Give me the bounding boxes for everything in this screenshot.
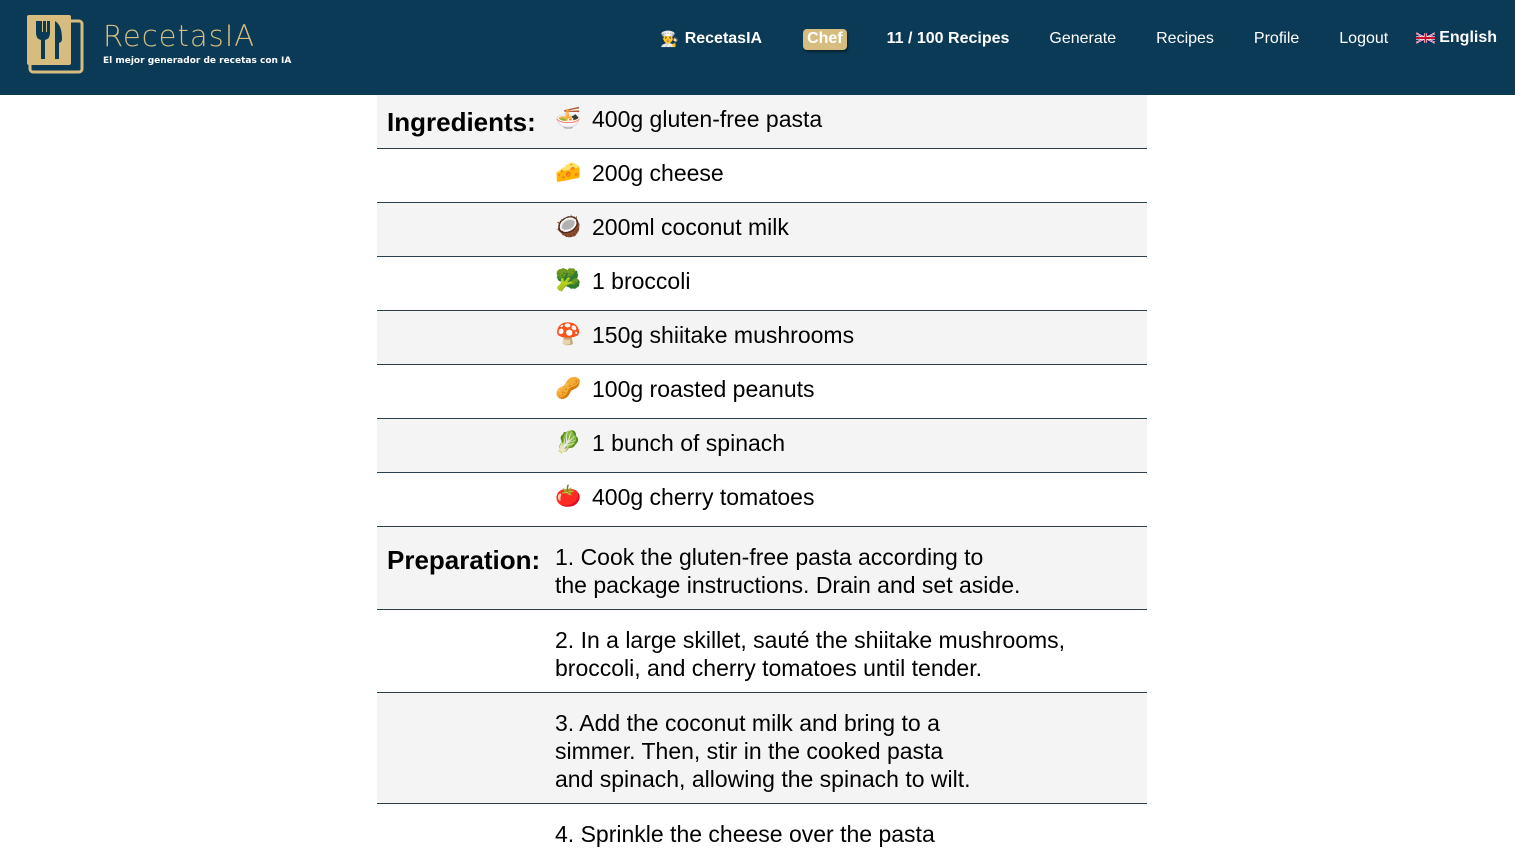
ingredient-row [377, 203, 1147, 257]
tomato-icon: 🍅 [555, 485, 582, 508]
noodle-bowl-icon: 🍜 [555, 107, 582, 130]
ingredient-row [377, 95, 1147, 149]
ingredient-row [377, 473, 1147, 527]
recipe-details [377, 95, 1147, 858]
recipe-quota: 11 / 100 Recipes [886, 30, 1010, 47]
step-text: 1. Cook the gluten-free pasta according to the package instructions. Drain and set aside. [555, 544, 1021, 598]
logo-tagline: El mejor generador de recetas con IA [103, 56, 292, 66]
broccoli-icon: 🥦 [555, 269, 582, 292]
ingredient-row [377, 419, 1147, 473]
step-text: 2. In a large skillet, sauté the shiitake mushrooms, broccoli, and cherry tomatoes until tender. [555, 627, 1066, 681]
preparation-step-row [377, 610, 1147, 693]
preparation-step-row [377, 693, 1147, 804]
plan-badge: Chef [803, 29, 847, 50]
top-navbar [0, 0, 1515, 95]
ingredient-row [377, 257, 1147, 311]
ingredient-text: 200g cheese [592, 160, 724, 186]
ingredient-text: 150g shiitake mushrooms [592, 322, 855, 348]
chef-icon: 👨‍🍳 [660, 31, 679, 48]
preparation-heading: Preparation: [387, 545, 541, 575]
step-text: 3. Add the coconut milk and bring to a simmer. Then, stir in the cooked pasta and spinach, allowing the spinach to wilt. [555, 710, 971, 792]
language-label: English [1439, 29, 1497, 46]
ingredients-heading: Ingredients: [387, 107, 536, 137]
ingredient-row [377, 149, 1147, 203]
preparation-step-row [377, 804, 1147, 858]
logo-name: RecetasIA [103, 19, 256, 53]
ingredient-text: 400g gluten-free pasta [592, 106, 823, 132]
ingredient-row [377, 365, 1147, 419]
ingredient-text: 200ml coconut milk [592, 214, 789, 240]
brand-label: RecetasIA [684, 30, 763, 47]
ingredient-row [377, 311, 1147, 365]
brand-link[interactable] [660, 30, 762, 48]
ingredient-text: 1 broccoli [592, 268, 691, 294]
ingredient-text: 100g roasted peanuts [592, 376, 815, 402]
leafy-greens-icon: 🥬 [555, 431, 582, 454]
utensils-logo-icon [27, 15, 84, 74]
nav-logout[interactable]: Logout [1339, 30, 1389, 47]
language-selector[interactable] [1416, 29, 1497, 47]
nav-profile[interactable]: Profile [1253, 30, 1300, 47]
mushroom-icon: 🍄 [555, 323, 582, 346]
nav-generate[interactable]: Generate [1049, 30, 1117, 47]
cheese-icon: 🧀 [555, 161, 582, 184]
nav-recipes[interactable]: Recipes [1156, 30, 1214, 47]
uk-flag-icon [1416, 32, 1435, 44]
step-text: 4. Sprinkle the cheese over the pasta [555, 821, 935, 847]
site-logo[interactable] [27, 15, 291, 74]
ingredient-text: 400g cherry tomatoes [592, 484, 815, 510]
preparation-step-row [377, 527, 1147, 610]
ingredient-text: 1 bunch of spinach [592, 430, 786, 456]
coconut-icon: 🥥 [555, 215, 582, 238]
main-nav [660, 28, 1497, 50]
peanut-icon: 🥜 [555, 377, 582, 400]
